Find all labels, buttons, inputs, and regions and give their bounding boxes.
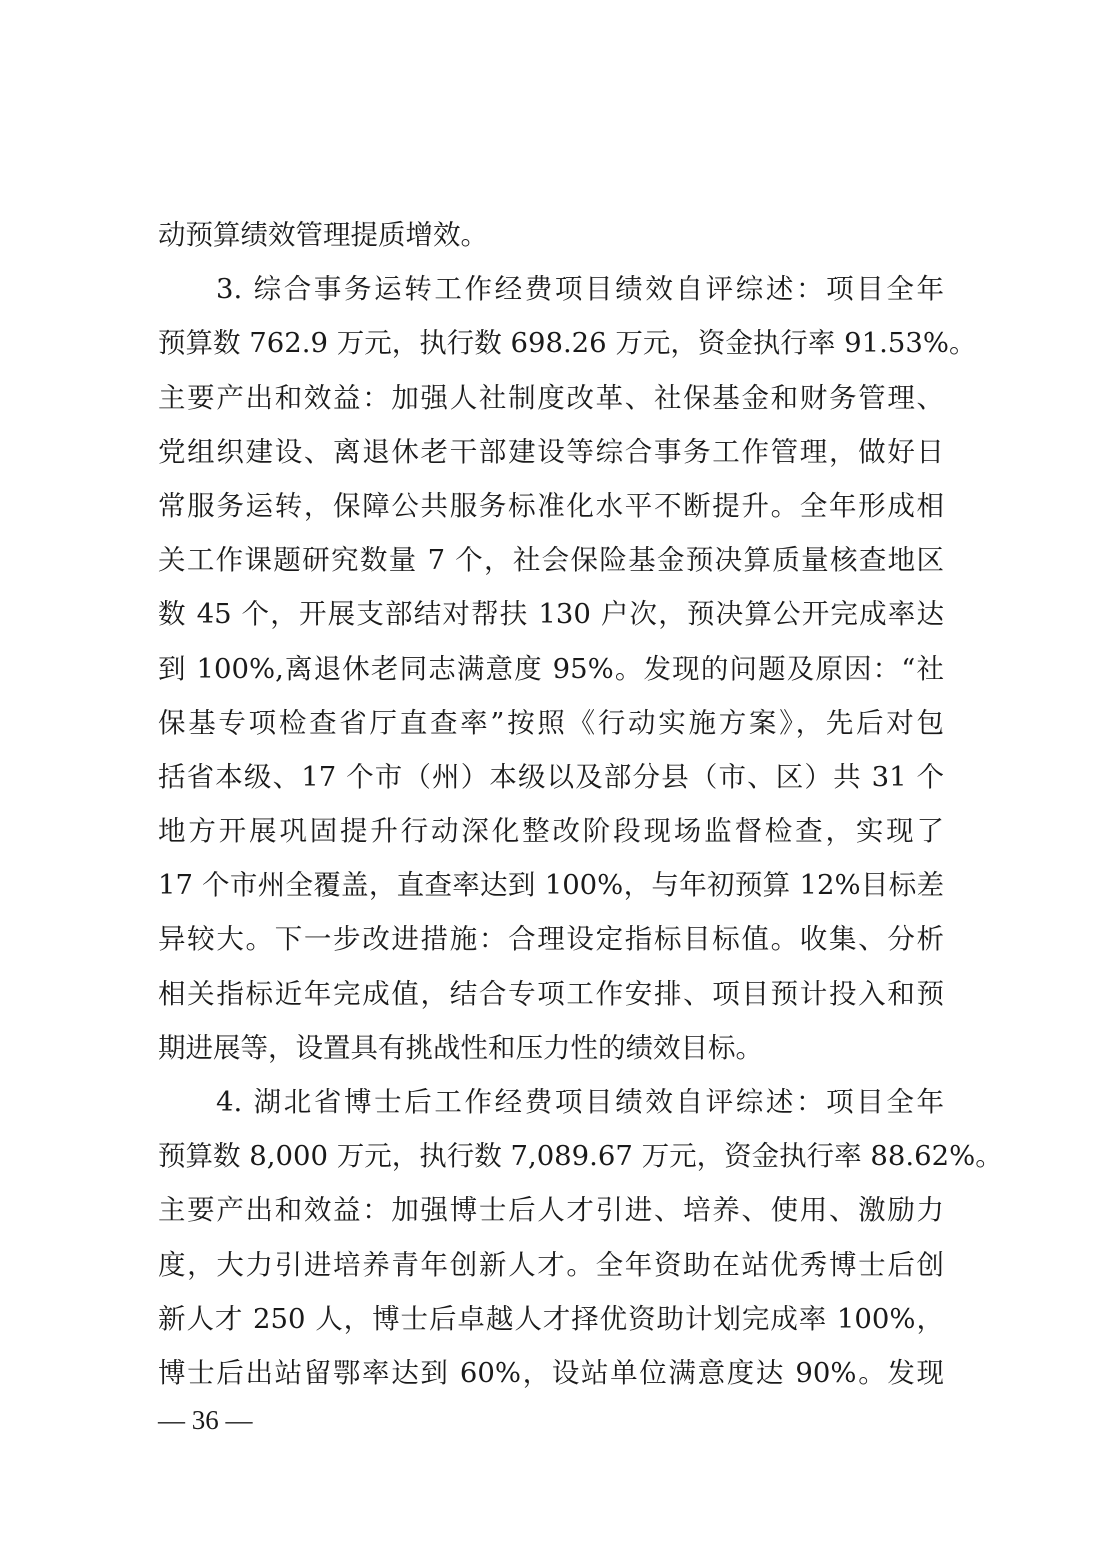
text-line: 新人才 250 人，博士后卓越人才择优资助计划完成率 100%， [158, 1302, 944, 1335]
document-body [158, 208, 1003, 1400]
text-line: 相关指标近年完成值，结合专项工作安排、项目预计投入和预 [158, 977, 944, 1010]
text-line: 主要产出和效益：加强人社制度改革、社保基金和财务管理、 [158, 381, 944, 414]
text-line: 预算数 8,000 万元，执行数 7,089.67 万元，资金执行率 88.62%。 [158, 1140, 1003, 1173]
text-line: 期进展等，设置具有挑战性和压力性的绩效目标。 [158, 1031, 763, 1064]
text-line: 党组织建设、离退休老干部建设等综合事务工作管理，做好日 [158, 435, 944, 468]
text-line: 关工作课题研究数量 7 个，社会保险基金预决算质量核查地区 [158, 544, 944, 577]
text-line: 博士后出站留鄂率达到 60%，设站单位满意度达 90%。发现 [158, 1356, 944, 1389]
text-line: 度，大力引进培养青年创新人才。全年资助在站优秀博士后创 [158, 1248, 944, 1281]
text-line: 预算数 762.9 万元，执行数 698.26 万元，资金执行率 91.53%。 [158, 327, 977, 360]
text-line: 17 个市州全覆盖，直查率达到 100%，与年初预算 12%目标差 [158, 869, 944, 902]
text-line: 到 100%,离退休老同志满意度 95%。发现的问题及原因：“社 [158, 652, 944, 685]
text-line: 异较大。下一步改进措施：合理设定指标目标值。收集、分析 [158, 923, 944, 956]
page-number: — 36 — [158, 1405, 253, 1435]
text-line-section-4-heading: 4. 湖北省博士后工作经费项目绩效自评综述：项目全年 [216, 1086, 944, 1118]
text-line: 括省本级、17 个市（州）本级以及部分县（市、区）共 31 个 [158, 760, 944, 793]
text-line: 主要产出和效益：加强博士后人才引进、培养、使用、激励力 [158, 1194, 944, 1227]
text-line: 保基专项检查省厅直查率”按照《行动实施方案》，先后对包 [158, 706, 944, 739]
text-line: 常服务运转，保障公共服务标准化水平不断提升。全年形成相 [158, 489, 944, 522]
text-line: 地方开展巩固提升行动深化整改阶段现场监督检查，实现了 [158, 815, 944, 848]
text-line: 数 45 个，开展支部结对帮扶 130 户次，预决算公开完成率达 [158, 598, 944, 631]
text-line: 动预算绩效管理提质增效。 [158, 219, 488, 251]
text-line-section-3-heading: 3. 综合事务运转工作经费项目绩效自评综述：项目全年 [216, 273, 944, 306]
